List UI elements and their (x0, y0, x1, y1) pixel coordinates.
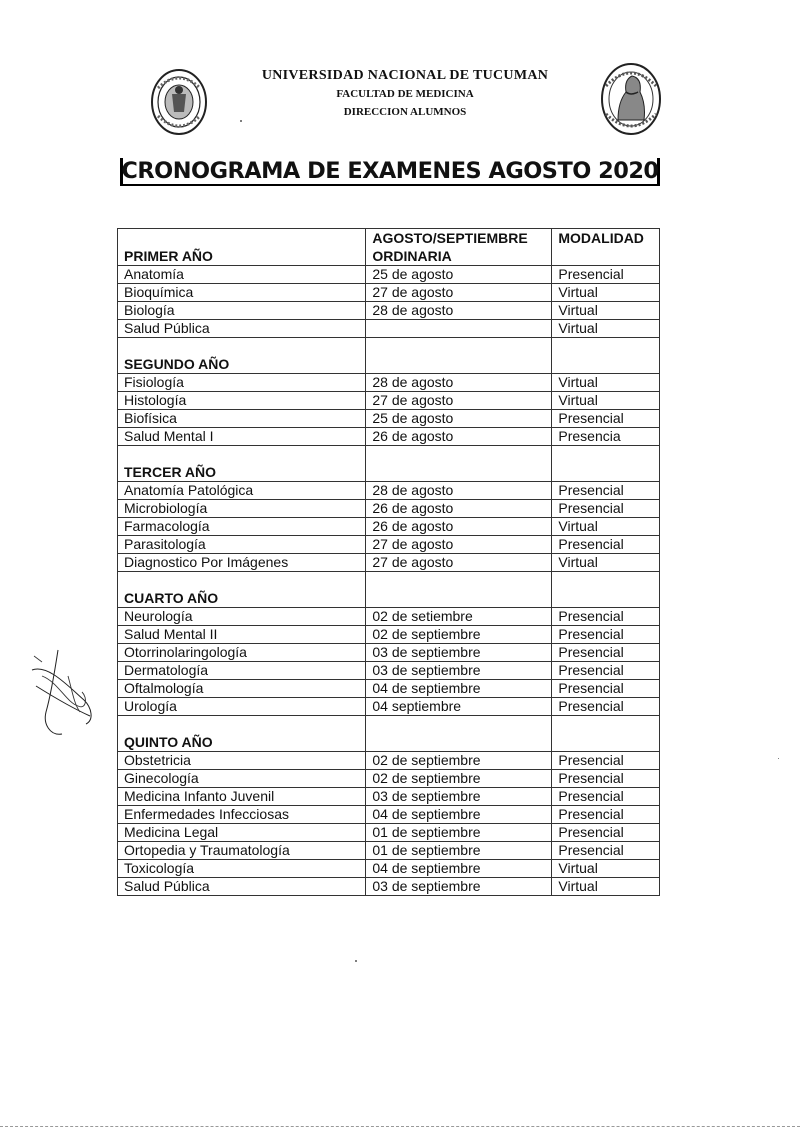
mode-cell: Presencial (552, 824, 660, 842)
exam-schedule-table (117, 228, 660, 896)
date-cell: 28 de agosto (366, 302, 552, 320)
table-row (118, 770, 660, 788)
date-cell: 27 de agosto (366, 536, 552, 554)
subject-cell: Otorrinolaringología (118, 644, 366, 662)
exam-schedule-body (118, 229, 660, 896)
table-row (118, 626, 660, 644)
subject-cell: Ginecología (118, 770, 366, 788)
subject-cell: Medicina Legal (118, 824, 366, 842)
subject-cell: Enfermedades Infecciosas (118, 806, 366, 824)
mode-cell: Presencial (552, 500, 660, 518)
table-row (118, 644, 660, 662)
date-column-header-line2: ORDINARIA (372, 248, 452, 264)
table-row (118, 788, 660, 806)
date-cell: 03 de septiembre (366, 878, 552, 896)
date-cell: 02 de septiembre (366, 770, 552, 788)
date-cell: 04 de septiembre (366, 806, 552, 824)
empty-cell (552, 572, 660, 608)
section-row (118, 338, 660, 374)
date-cell: 26 de agosto (366, 500, 552, 518)
empty-cell (552, 716, 660, 752)
table-row (118, 374, 660, 392)
scan-speck (778, 758, 779, 759)
subject-cell: Medicina Infanto Juvenil (118, 788, 366, 806)
mode-cell: Virtual (552, 374, 660, 392)
table-row (118, 302, 660, 320)
mode-cell: Presencia (552, 428, 660, 446)
mode-cell: Virtual (552, 392, 660, 410)
mode-cell: Presencial (552, 806, 660, 824)
date-cell: 01 de septiembre (366, 824, 552, 842)
subject-cell: Anatomía Patológica (118, 482, 366, 500)
section-row (118, 716, 660, 752)
date-cell: 25 de agosto (366, 410, 552, 428)
table-row (118, 266, 660, 284)
subject-cell: Oftalmología (118, 680, 366, 698)
mode-column-header-label: MODALIDAD (558, 230, 644, 246)
signature-mark (28, 646, 100, 738)
mode-cell: Virtual (552, 302, 660, 320)
subject-cell: Farmacología (118, 518, 366, 536)
subject-cell: Salud Pública (118, 320, 366, 338)
empty-cell (366, 716, 552, 752)
table-row (118, 860, 660, 878)
table-row (118, 482, 660, 500)
subject-cell: Ortopedia y Traumatología (118, 842, 366, 860)
subject-cell: Salud Mental II (118, 626, 366, 644)
mode-cell: Presencial (552, 770, 660, 788)
table-row (118, 320, 660, 338)
subject-cell: Fisiología (118, 374, 366, 392)
table-row (118, 752, 660, 770)
subject-cell: Anatomía (118, 266, 366, 284)
mode-cell: Virtual (552, 284, 660, 302)
table-row (118, 410, 660, 428)
mode-cell: Presencial (552, 644, 660, 662)
date-cell (366, 320, 552, 338)
table-row (118, 554, 660, 572)
scan-speck (240, 120, 242, 122)
date-cell: 04 septiembre (366, 698, 552, 716)
date-cell: 02 de septiembre (366, 752, 552, 770)
table-row (118, 500, 660, 518)
table-row (118, 680, 660, 698)
mode-cell: Virtual (552, 860, 660, 878)
subject-cell: Bioquímica (118, 284, 366, 302)
mode-cell: Presencial (552, 680, 660, 698)
date-cell: 03 de septiembre (366, 662, 552, 680)
subject-cell: Histología (118, 392, 366, 410)
header-row (118, 229, 660, 266)
subject-cell: Biología (118, 302, 366, 320)
subject-cell: Salud Mental I (118, 428, 366, 446)
mode-cell: Presencial (552, 842, 660, 860)
section-heading: SEGUNDO AÑO (118, 338, 366, 374)
mode-cell: Presencial (552, 266, 660, 284)
section-heading: TERCER AÑO (118, 446, 366, 482)
page-bottom-edge (0, 1126, 800, 1127)
office-name: DIRECCION ALUMNOS (343, 106, 467, 118)
empty-cell (552, 446, 660, 482)
subject-cell: Diagnostico Por Imágenes (118, 554, 366, 572)
table-row (118, 284, 660, 302)
page-title: CRONOGRAMA DE EXAMENES AGOSTO 2020 (121, 159, 659, 184)
empty-cell (366, 338, 552, 374)
mode-cell: Presencial (552, 752, 660, 770)
table-row (118, 428, 660, 446)
table-row (118, 518, 660, 536)
mode-cell: Presencial (552, 788, 660, 806)
date-cell: 27 de agosto (366, 284, 552, 302)
section-heading: QUINTO AÑO (118, 716, 366, 752)
mode-cell: Presencial (552, 608, 660, 626)
faculty-seal-icon (600, 62, 662, 136)
subject-cell: Dermatología (118, 662, 366, 680)
subject-cell: Parasitología (118, 536, 366, 554)
section-row (118, 446, 660, 482)
mode-cell: Presencial (552, 482, 660, 500)
date-cell: 26 de agosto (366, 428, 552, 446)
scan-speck (355, 960, 357, 962)
university-name: UNIVERSIDAD NACIONAL DE TUCUMAN (261, 68, 549, 83)
university-seal-icon (150, 68, 208, 136)
subject-cell: Salud Pública (118, 878, 366, 896)
mode-cell: Virtual (552, 878, 660, 896)
table-row (118, 806, 660, 824)
empty-cell (366, 446, 552, 482)
table-row (118, 392, 660, 410)
date-column-header (366, 229, 552, 266)
empty-cell (552, 338, 660, 374)
date-cell: 01 de septiembre (366, 842, 552, 860)
date-cell: 27 de agosto (366, 554, 552, 572)
date-cell: 28 de agosto (366, 482, 552, 500)
mode-cell: Presencial (552, 626, 660, 644)
table-row (118, 842, 660, 860)
mode-cell: Presencial (552, 698, 660, 716)
date-cell: 03 de septiembre (366, 644, 552, 662)
faculty-name: FACULTAD DE MEDICINA (336, 88, 474, 100)
mode-cell: Presencial (552, 536, 660, 554)
table-row (118, 878, 660, 896)
table-row (118, 824, 660, 842)
section-heading: PRIMER AÑO (118, 229, 366, 266)
date-column-header-line1: AGOSTO/SEPTIEMBRE (372, 230, 528, 246)
subject-cell: Neurología (118, 608, 366, 626)
title-box (120, 158, 660, 186)
mode-cell: Virtual (552, 518, 660, 536)
mode-cell: Virtual (552, 320, 660, 338)
section-heading: CUARTO AÑO (118, 572, 366, 608)
mode-cell: Presencial (552, 410, 660, 428)
date-cell: 03 de septiembre (366, 788, 552, 806)
date-cell: 25 de agosto (366, 266, 552, 284)
date-cell: 26 de agosto (366, 518, 552, 536)
date-cell: 02 de septiembre (366, 626, 552, 644)
table-row (118, 608, 660, 626)
table-row (118, 536, 660, 554)
subject-cell: Microbiología (118, 500, 366, 518)
date-cell: 04 de septiembre (366, 860, 552, 878)
mode-cell: Virtual (552, 554, 660, 572)
table-row (118, 698, 660, 716)
mode-cell: Presencial (552, 662, 660, 680)
date-cell: 04 de septiembre (366, 680, 552, 698)
subject-cell: Biofísica (118, 410, 366, 428)
mode-column-header (552, 229, 660, 266)
subject-cell: Toxicología (118, 860, 366, 878)
date-cell: 27 de agosto (366, 392, 552, 410)
section-row (118, 572, 660, 608)
table-row (118, 662, 660, 680)
date-cell: 28 de agosto (366, 374, 552, 392)
subject-cell: Urología (118, 698, 366, 716)
subject-cell: Obstetricia (118, 752, 366, 770)
empty-cell (366, 572, 552, 608)
date-cell: 02 de setiembre (366, 608, 552, 626)
